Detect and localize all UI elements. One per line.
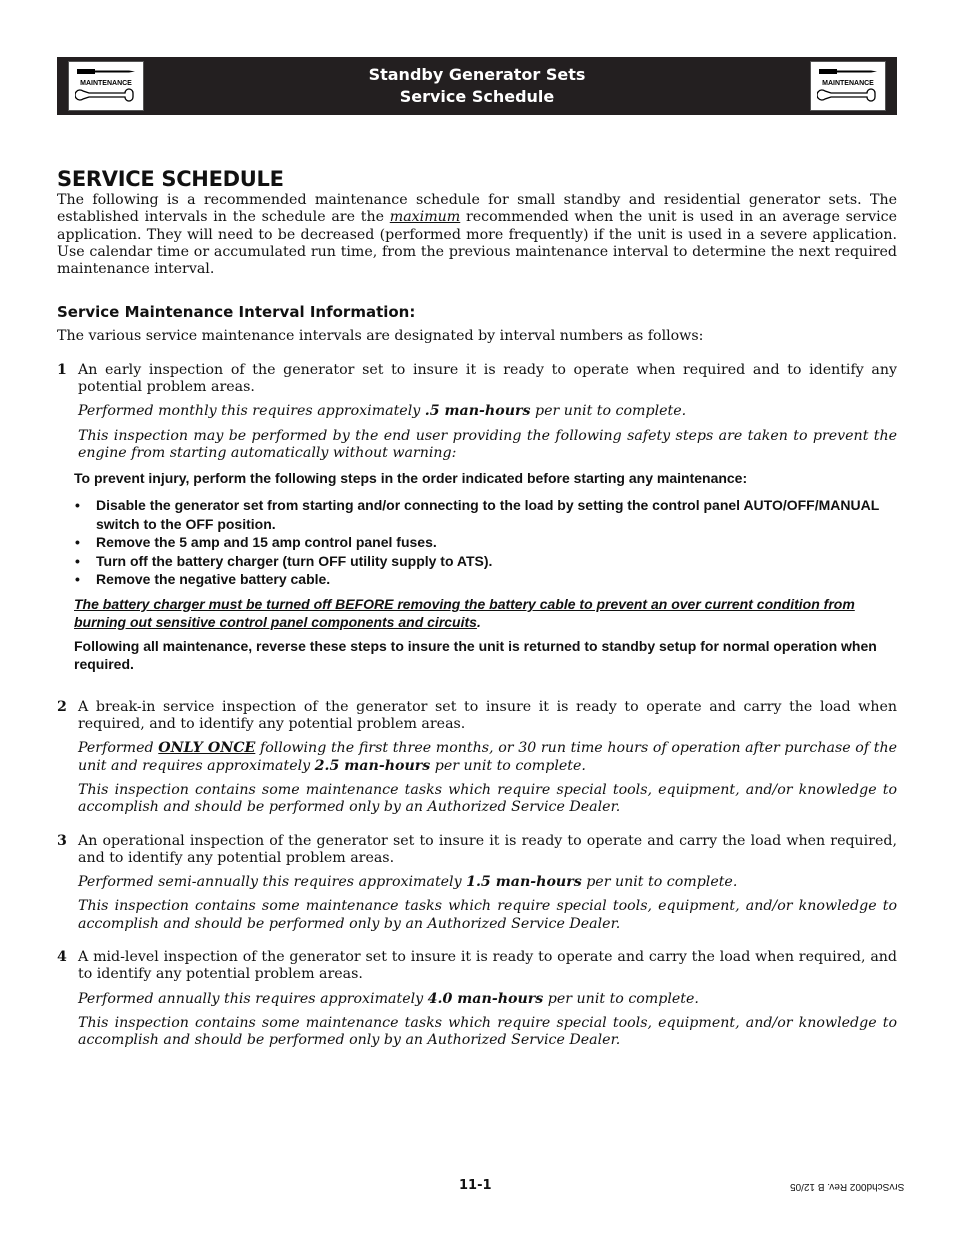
interval-item-3: [57, 833, 897, 933]
interval-performed: [78, 403, 897, 420]
subsection-heading: Service Maintenance Interval Information:: [57, 303, 416, 322]
safety-step: [74, 552, 897, 571]
interval-note: This inspection contains some maintenance tasks which require special tools, equipment, and/or knowledge to accomplish and should be performed only by an Authorized Service Dealer.: [78, 898, 897, 932]
intro-text-b: recommended when the unit is used in an average service application. They will need to be decreased (performed more frequently) if the unit is used in a severe application. Use calendar time or accumulated run time, from the previous maintenance interval to determine the next required maintenance interval.: [57, 209, 897, 278]
safety-step-text: Turn off the battery charger (turn OFF utility supply to ATS).: [96, 552, 493, 569]
section-heading: SERVICE SCHEDULE: [57, 167, 284, 191]
interval-number: 2: [57, 698, 67, 715]
interval-item-1: [57, 362, 897, 673]
safety-heading: To prevent injury, perform the following steps in the order indicated before starting any maintenance:: [74, 470, 748, 487]
safety-step-text: Remove the 5 amp and 15 amp control panel fuses.: [96, 534, 437, 551]
only-once: ONLY ONCE: [158, 740, 256, 757]
perf-text: Performed monthly this requires approximately: [78, 403, 425, 420]
safety-step: [74, 533, 897, 552]
intro-text-a: The following is a recommended maintenance schedule for small standby and residential generator sets. The established intervals in the schedule are the: [57, 192, 897, 226]
bullet: •: [75, 552, 80, 569]
page-header: [57, 57, 897, 115]
perf-text: Performed annually this requires approximately: [78, 990, 428, 1007]
bullet: •: [75, 571, 80, 588]
logo-label: MAINTENANCE: [80, 80, 132, 87]
document-code: SrvSchd002 Rev. B 12/05: [790, 1181, 905, 1192]
safety-list: [74, 496, 897, 589]
perf-text-end: per unit to complete.: [581, 874, 738, 891]
wrench-screwdriver-icon: [817, 66, 879, 108]
title-line-1: Standby Generator Sets: [368, 65, 586, 84]
interval-description: An operational inspection of the generator set to insure it is ready to operate and carry the load when required, and to identify any potential problem areas.: [78, 832, 897, 866]
maintenance-logo-right: [810, 61, 886, 111]
interval-note: This inspection contains some maintenance tasks which require special tools, equipment, and/or knowledge to accomplish and should be performed only by an Authorized Service Dealer.: [78, 781, 897, 816]
man-hours: 1.5 man-hours: [466, 874, 582, 891]
perf-text-end: per unit to complete.: [430, 757, 586, 774]
interval-description: An early inspection of the generator set to insure it is ready to operate when required and to identify any potential problem areas.: [78, 361, 897, 396]
interval-note: This inspection may be performed by the end user providing the following safety steps are taken to prevent the engine from starting automatically without warning:: [78, 427, 897, 461]
bullet: •: [75, 534, 80, 551]
interval-description: A mid-level inspection of the generator set to insure it is ready to operate and carry the load when required, and to identify any potential problem areas.: [78, 949, 897, 983]
safety-step: [74, 570, 897, 589]
follow-up-note: Following all maintenance, reverse these steps to insure the unit is returned to standby setup for normal operation when required.: [74, 637, 877, 672]
safety-step-text: Disable the generator set from starting and/or connecting to the load by setting the control panel AUTO/OFF/MANUAL switch to the OFF position.: [96, 497, 880, 532]
safety-step: [74, 496, 897, 533]
perf-text: Performed semi-annually this requires approximately: [78, 874, 467, 891]
warning-text: The battery charger must be turned off BEFORE removing the battery cable to prevent an over current condition from burning out sensitive control panel components and circuits: [74, 595, 855, 630]
interval-number: 3: [57, 832, 67, 849]
main-content: [57, 166, 897, 1066]
man-hours: 4.0 man-hours: [427, 990, 544, 1007]
bullet: •: [75, 497, 80, 514]
lead-paragraph: The various service maintenance intervals are designated by interval numbers as follows:: [57, 328, 704, 345]
interval-performed: [78, 874, 897, 891]
man-hours: .5 man-hours: [424, 403, 531, 420]
title-line-2: Service Schedule: [399, 87, 555, 106]
perf-text: Performed: [78, 740, 159, 757]
perf-text-end: per unit to complete.: [543, 990, 699, 1007]
interval-item-2: [57, 699, 897, 817]
perf-text-mid: following the first three months, or 30 run time hours of operation after purchase of the unit and requires approximately: [78, 740, 897, 774]
interval-performed: [78, 740, 897, 775]
page-number: 11-1: [459, 1178, 492, 1193]
warning-end: .: [476, 613, 481, 630]
battery-warning: [74, 595, 897, 631]
interval-number: 1: [57, 361, 67, 378]
interval-number: 4: [57, 949, 67, 966]
interval-description: A break-in service inspection of the generator set to insure it is ready to operate and carry the load when required, and to identify any potential problem areas.: [78, 698, 897, 733]
safety-step-text: Remove the negative battery cable.: [96, 571, 331, 588]
page-title: [57, 64, 897, 108]
intro-emphasis: maximum: [389, 209, 461, 226]
logo-label: MAINTENANCE: [822, 80, 874, 87]
safety-steps: [74, 469, 897, 673]
interval-performed: [78, 991, 897, 1008]
man-hours: 2.5 man-hours: [314, 757, 431, 774]
interval-item-4: [57, 949, 897, 1049]
perf-text-end: per unit to complete.: [530, 403, 687, 420]
intro-paragraph: [57, 192, 897, 278]
interval-note: This inspection contains some maintenance tasks which require special tools, equipment, and/or knowledge to accomplish and should be performed only by an Authorized Service Dealer.: [78, 1014, 897, 1049]
